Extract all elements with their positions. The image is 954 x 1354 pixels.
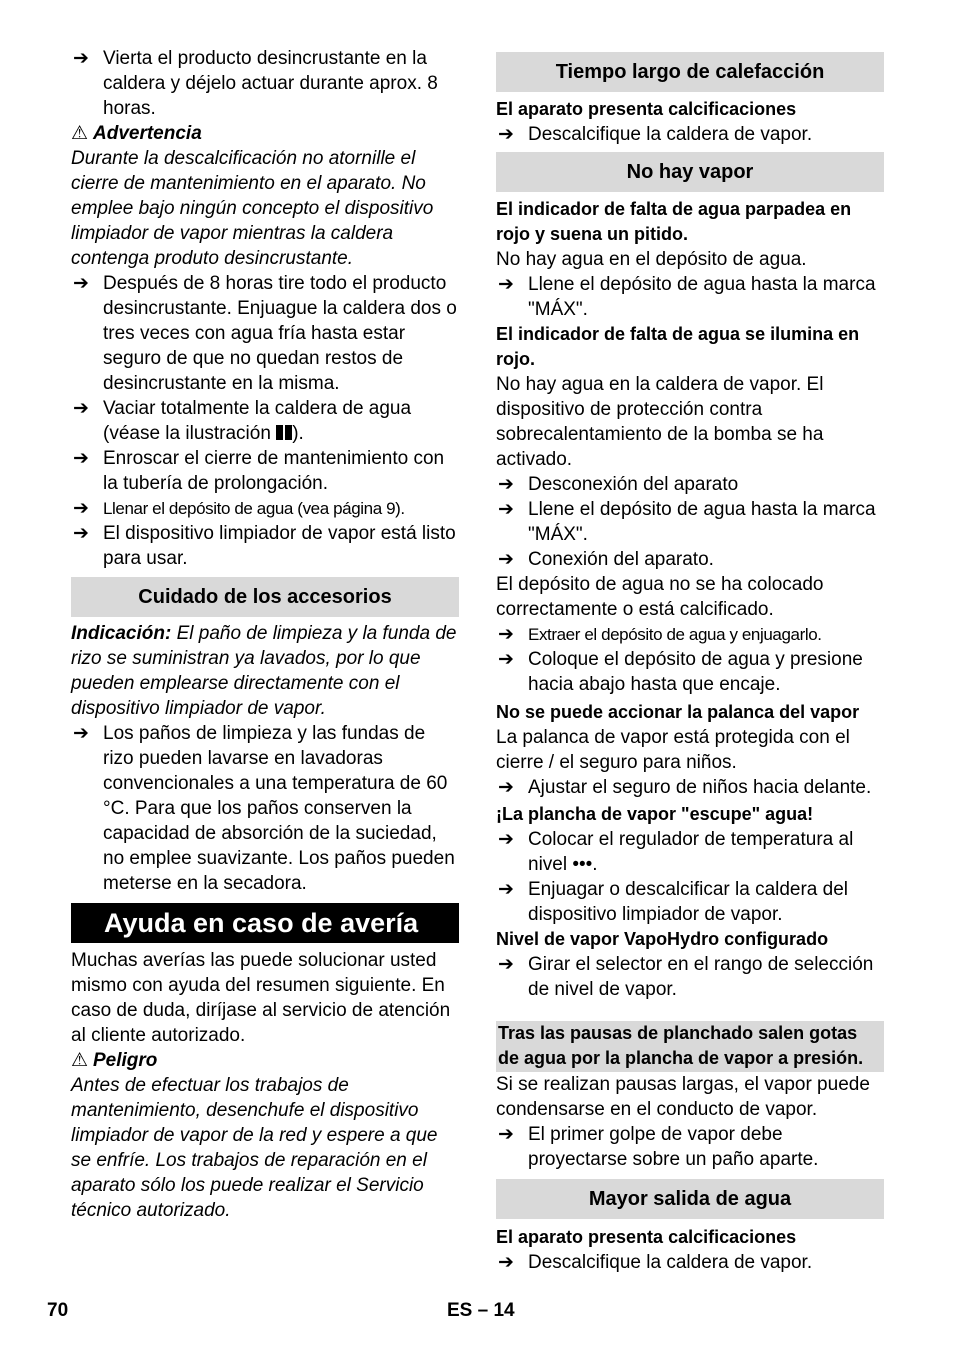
arrow-icon: ➔ [73, 48, 89, 69]
fault-heading: El indicador de falta de agua se ilumina en rojo. [496, 324, 860, 369]
page-number: 70 [47, 1300, 69, 1321]
list-item: ➔ Llene el depósito de agua hasta la marca "MÁX". [498, 274, 876, 320]
warning-heading: ⚠ Advertencia [71, 123, 202, 144]
fault-heading: El aparato presenta calcificaciones [496, 1227, 797, 1247]
arrow-icon: ➔ [498, 499, 514, 520]
list-item: ➔ Desconexión del aparato [498, 474, 739, 495]
cause-text: La palanca de vapor está protegida con el cierre / el seguro para niños. [496, 727, 850, 773]
arrow-icon: ➔ [498, 649, 514, 670]
section-heading-drops: Tras las pausas de planchado salen gotas de agua por la plancha de vapor a presión. [496, 1021, 884, 1072]
note-text: Indicación: El paño de limpieza y la funda de rizo se suministran ya lavados, por lo que pueden emplearse directamente con el dispositivo limpiador de vapor. [71, 623, 457, 719]
arrow-icon: ➔ [73, 523, 89, 544]
list-item: ➔ Coloque el depósito de agua y presione hacia abajo hasta que encaje. [498, 649, 863, 695]
list-item: ➔ El dispositivo limpiador de vapor está listo para usar. [73, 523, 456, 569]
illustration-ref-icon [276, 425, 292, 440]
cause-text: El depósito de agua no se ha colocado correctamente o está calcificado. [496, 574, 824, 620]
left-column [71, 46, 459, 1223]
arrow-icon: ➔ [498, 624, 514, 645]
list-item: ➔ El primer golpe de vapor debe proyectarse sobre un paño aparte. [498, 1124, 819, 1170]
warning-text: Durante la descalcificación no atornille el cierre de mantenimiento en el aparato. No emplee bajo ningún concepto el dispositivo limpiador de vapor mientras la caldera contenga produto desincrustante. [71, 148, 434, 269]
arrow-icon: ➔ [498, 274, 514, 295]
fault-heading: El aparato presenta calcificaciones [496, 99, 797, 119]
arrow-icon: ➔ [498, 954, 514, 975]
warning-triangle-icon: ⚠ [71, 123, 89, 144]
list-item: ➔ Girar el selector en el rango de selección de nivel de vapor. [498, 954, 874, 1000]
list-item: ➔ Enroscar el cierre de mantenimiento con la tubería de prolongación. [73, 448, 445, 494]
arrow-icon: ➔ [73, 273, 89, 294]
arrow-icon: ➔ [498, 1124, 514, 1145]
section-heading-no-vapor: No hay vapor [496, 152, 884, 192]
section-heading-water-output: Mayor salida de agua [496, 1179, 884, 1219]
section-page-label: ES – 14 [447, 1300, 515, 1321]
list-item: ➔ Colocar el regulador de temperatura al nivel •••. [498, 829, 854, 875]
list-item: ➔ Llenar el depósito de agua (vea página 9). [73, 498, 405, 519]
section-heading-accessories: Cuidado de los accesorios [71, 577, 459, 617]
arrow-icon: ➔ [498, 1252, 514, 1273]
arrow-icon: ➔ [498, 474, 514, 495]
fault-heading: No se puede accionar la palanca del vapor [496, 702, 860, 722]
fault-heading: ¡La plancha de vapor "escupe" agua! [496, 804, 814, 824]
chapter-heading: Ayuda en caso de avería [71, 903, 459, 943]
arrow-icon: ➔ [498, 549, 514, 570]
fault-heading: El indicador de falta de agua parpadea en rojo y suena un pitido. [496, 199, 852, 244]
list-item: ➔ Extraer el depósito de agua y enjuagarlo. [498, 624, 822, 645]
list-item: ➔ Los paños de limpieza y las fundas de rizo pueden lavarse en lavadoras convencionales a una temperatura de 60 °C. Para que los paños conserven la capacidad de absorción de la suciedad, no emplee suavizante. Los paños pueden meterse en la secadora. [73, 723, 455, 894]
list-item: ➔ Vaciar totalmente la caldera de agua (véase la ilustración ). [73, 398, 412, 444]
list-item: ➔ Conexión del aparato. [498, 549, 714, 570]
fault-heading: Nivel de vapor VapoHydro configurado [496, 929, 829, 949]
danger-heading: ⚠ Peligro [71, 1050, 158, 1071]
arrow-icon: ➔ [73, 448, 89, 469]
list-item: ➔ Descalcifique la caldera de vapor. [498, 124, 813, 145]
cause-text: No hay agua en el depósito de agua. [496, 249, 807, 270]
list-item: ➔ Descalcifique la caldera de vapor. [498, 1252, 813, 1273]
danger-text: Antes de efectuar los trabajos de mantenimiento, desenchufe el dispositivo limpiador de vapor de la red y espere a que se enfríe. Los trabajos de reparación en el aparato sólo los puede realizar el Servicio técnico autorizado. [71, 1075, 438, 1221]
list-item: ➔ Ajustar el seguro de niños hacia delante. [498, 777, 872, 798]
warning-triangle-icon: ⚠ [71, 1050, 89, 1071]
arrow-icon: ➔ [73, 498, 89, 519]
arrow-icon: ➔ [498, 124, 514, 145]
list-item: ➔ Llene el depósito de agua hasta la marca "MÁX". [498, 499, 876, 545]
arrow-icon: ➔ [73, 723, 89, 744]
arrow-icon: ➔ [498, 879, 514, 900]
arrow-icon: ➔ [73, 398, 89, 419]
right-column [496, 46, 884, 1275]
arrow-icon: ➔ [498, 777, 514, 798]
cause-text: Si se realizan pausas largas, el vapor puede condensarse en el conducto de vapor. [496, 1074, 870, 1120]
list-item: ➔ Vierta el producto desincrustante en la caldera y déjelo actuar durante aprox. 8 horas. [73, 48, 438, 119]
intro-text: Muchas averías las puede solucionar usted mismo con ayuda del resumen siguiente. En caso de duda, diríjase al servicio de atención al cliente autorizado. [71, 950, 451, 1046]
section-heading-heating: Tiempo largo de calefacción [496, 52, 884, 92]
cause-text: No hay agua en la caldera de vapor. El dispositivo de protección contra sobrecalentamiento de la bomba se ha activado. [496, 374, 824, 470]
arrow-icon: ➔ [498, 829, 514, 850]
list-item: ➔ Enjuagar o descalcificar la caldera del dispositivo limpiador de vapor. [498, 879, 849, 925]
list-item: ➔ Después de 8 horas tire todo el producto desincrustante. Enjuague la caldera dos o tres veces con agua fría hasta estar seguro de que no quedan restos de desincrustante en la misma. [73, 273, 457, 394]
